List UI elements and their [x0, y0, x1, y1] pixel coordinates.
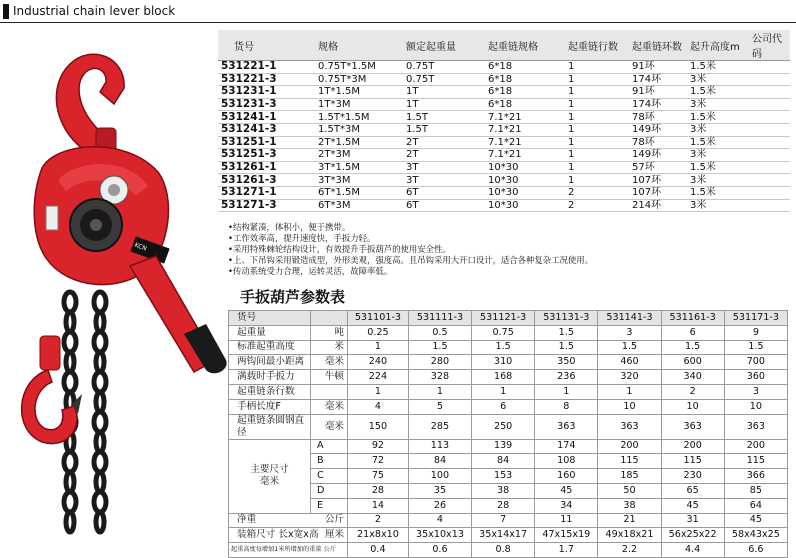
param-value: 174	[535, 439, 598, 454]
param-value: 0.25	[348, 325, 409, 340]
param-value: 139	[472, 439, 535, 454]
cell: 1	[568, 123, 632, 136]
param-value: 31	[661, 513, 724, 528]
param-value: 320	[598, 370, 661, 385]
page-title: Industrial chain lever block	[13, 4, 176, 18]
param-value: 56x25x22	[661, 528, 724, 543]
dimension-row	[229, 498, 788, 513]
spec-table	[218, 30, 790, 212]
param-row	[229, 340, 788, 355]
param-value: 45	[535, 483, 598, 498]
table-row	[218, 161, 790, 174]
param-row	[229, 384, 788, 399]
cell: 1.5T*3M	[318, 123, 406, 136]
param-value: 0.5	[408, 325, 471, 340]
param-value: 38	[598, 498, 661, 513]
cell: 0.75T	[406, 61, 488, 74]
cell: 1	[568, 149, 632, 162]
cell: 0.75T*3M	[318, 73, 406, 86]
cell: 10*30	[488, 199, 568, 212]
item-code: 531271-1	[218, 186, 318, 199]
cell: 6*18	[488, 98, 568, 111]
section-title: 手扳葫芦参数表	[240, 288, 346, 306]
param-value: 340	[661, 370, 724, 385]
cell: 1	[568, 61, 632, 74]
param-value: 113	[408, 439, 471, 454]
cell: 149环	[632, 123, 690, 136]
cell: 0.75T	[406, 73, 488, 86]
cell: 1	[568, 111, 632, 124]
cell: 10*30	[488, 186, 568, 199]
param-value: 600	[661, 355, 724, 370]
cell: 1	[568, 98, 632, 111]
param-unit: 牛顿	[311, 370, 348, 385]
cell: 1.5米	[690, 61, 752, 74]
param-value: 1.5	[535, 325, 598, 340]
cell: 3米	[690, 73, 752, 86]
param-value: 1	[472, 384, 535, 399]
param-value: 285	[408, 414, 471, 439]
cell	[752, 161, 790, 174]
item-code: 531261-1	[218, 161, 318, 174]
item-code: 531271-3	[218, 199, 318, 212]
param-value: 7	[472, 513, 535, 528]
param-value: 0.75	[472, 325, 535, 340]
cell: 1.5T	[406, 123, 488, 136]
table-row	[218, 199, 790, 212]
cell: 1.5米	[690, 86, 752, 99]
param-value: 2	[661, 384, 724, 399]
param-value: 108	[535, 454, 598, 469]
cell	[752, 136, 790, 149]
param-value: 6	[661, 325, 724, 340]
feature-item: •传动系统受力合理，运转灵活，故障率低。	[228, 266, 393, 276]
title-bar	[0, 0, 796, 23]
cell: 1T	[406, 98, 488, 111]
col-header: 起升高度m	[690, 30, 752, 61]
feature-item: •上、下吊钩采用锻造成型，外形美观，强度高。且吊钩采用大开口设计，适合各种复杂工况使用。	[228, 255, 594, 265]
param-value: 84	[472, 454, 535, 469]
cell: 1T*1.5M	[318, 86, 406, 99]
param-value: 10	[598, 399, 661, 414]
param-label-with-unit	[229, 528, 348, 543]
param-value: 460	[598, 355, 661, 370]
dimension-letter: C	[311, 469, 348, 484]
cell: 214环	[632, 199, 690, 212]
param-unit: 毫米	[311, 399, 348, 414]
cell: 91环	[632, 61, 690, 74]
param-row	[229, 370, 788, 385]
model-code: 531161-3	[661, 311, 724, 326]
param-header-row	[229, 311, 788, 326]
param-value: 6	[472, 399, 535, 414]
cell: 6*18	[488, 61, 568, 74]
param-value: 4	[348, 399, 409, 414]
param-value: 35x10x13	[408, 528, 471, 543]
param-value: 115	[724, 454, 787, 469]
cell: 3米	[690, 199, 752, 212]
cell: 3T	[406, 161, 488, 174]
param-value: 85	[724, 483, 787, 498]
cell	[752, 111, 790, 124]
param-value: 75	[348, 469, 409, 484]
param-value: 2	[348, 513, 409, 528]
cell: 78环	[632, 111, 690, 124]
cell: 1T	[406, 86, 488, 99]
param-row	[229, 543, 788, 558]
feature-item: •工作效率高，提升速度快，手扳力轻。	[228, 233, 376, 243]
param-value: 8	[535, 399, 598, 414]
model-code: 531101-3	[348, 311, 409, 326]
cell: 57环	[632, 161, 690, 174]
param-unit: 公斤	[323, 546, 336, 554]
cell: 7.1*21	[488, 136, 568, 149]
cell: 1.5T*1.5M	[318, 111, 406, 124]
param-row	[229, 513, 788, 528]
param-unit: 米	[311, 340, 348, 355]
param-value: 2.2	[598, 543, 661, 558]
param-value: 250	[472, 414, 535, 439]
cell	[752, 73, 790, 86]
cell: 1	[568, 174, 632, 187]
param-label: 起重链条圆钢直径	[229, 414, 311, 439]
param-value: 84	[408, 454, 471, 469]
cell: 174环	[632, 73, 690, 86]
cell	[752, 86, 790, 99]
param-label: 标准起重高度	[229, 340, 311, 355]
param-row	[229, 528, 788, 543]
cell: 10*30	[488, 174, 568, 187]
param-value: 363	[598, 414, 661, 439]
param-value: 50	[598, 483, 661, 498]
param-value: 28	[348, 483, 409, 498]
param-value: 45	[724, 513, 787, 528]
dimension-label-line1: 主要尺寸	[250, 464, 289, 476]
param-value: 21	[598, 513, 661, 528]
param-unit: 毫米	[311, 414, 348, 439]
param-label-with-unit	[229, 513, 348, 528]
header-unit	[311, 311, 348, 326]
param-value: 1	[348, 384, 409, 399]
cell	[752, 149, 790, 162]
cell: 7.1*21	[488, 123, 568, 136]
table-row	[218, 136, 790, 149]
param-value: 350	[535, 355, 598, 370]
param-value: 1.5	[535, 340, 598, 355]
dimension-row	[229, 439, 788, 454]
model-code: 531141-3	[598, 311, 661, 326]
cell: 1.5米	[690, 136, 752, 149]
param-value: 1.5	[472, 340, 535, 355]
dimension-letter: A	[311, 439, 348, 454]
param-value: 10	[724, 399, 787, 414]
param-value: 34	[535, 498, 598, 513]
param-value: 38	[472, 483, 535, 498]
cell: 2T*1.5M	[318, 136, 406, 149]
param-label: 起重链条行数	[229, 384, 311, 399]
cell	[752, 98, 790, 111]
table-row	[218, 149, 790, 162]
param-label: 起重量	[229, 325, 311, 340]
param-table	[228, 310, 788, 558]
param-value: 1	[348, 340, 409, 355]
cell: 149环	[632, 149, 690, 162]
feature-item: •结构紧凑，体积小，便于携带。	[228, 222, 351, 232]
param-value: 363	[661, 414, 724, 439]
param-value: 1.5	[598, 340, 661, 355]
cell: 3T	[406, 174, 488, 187]
svg-text:KCN: KCN	[133, 241, 148, 253]
param-value: 115	[598, 454, 661, 469]
param-unit: 厘米	[324, 529, 344, 541]
cell: 78环	[632, 136, 690, 149]
header-label: 货号	[229, 311, 311, 326]
col-header: 货号	[218, 30, 318, 61]
col-header: 起重链环数	[632, 30, 690, 61]
param-value: 4.4	[661, 543, 724, 558]
param-value: 115	[661, 454, 724, 469]
param-label: 满载时手扳力	[229, 370, 311, 385]
col-header: 起重链规格	[488, 30, 568, 61]
param-value: 14	[348, 498, 409, 513]
cell	[752, 199, 790, 212]
model-code: 531121-3	[472, 311, 535, 326]
param-label: 装箱尺寸 长x宽x高	[237, 529, 319, 541]
param-value: 64	[724, 498, 787, 513]
param-value: 200	[724, 439, 787, 454]
cell: 1.5T	[406, 111, 488, 124]
dimension-letter: D	[311, 483, 348, 498]
product-image-lever-hoist	[8, 30, 230, 535]
param-value: 11	[535, 513, 598, 528]
param-value: 200	[661, 439, 724, 454]
param-label-with-unit	[229, 543, 348, 558]
param-value: 366	[724, 469, 787, 484]
item-code: 531221-1	[218, 61, 318, 74]
cell: 7.1*21	[488, 149, 568, 162]
param-value: 224	[348, 370, 409, 385]
param-row	[229, 399, 788, 414]
dimension-label-line2: 毫米	[259, 476, 280, 488]
param-value: 35x14x17	[472, 528, 535, 543]
feature-list	[228, 222, 788, 277]
table-row	[218, 86, 790, 99]
cell: 1.5米	[690, 111, 752, 124]
param-value: 65	[661, 483, 724, 498]
cell: 1.5米	[690, 186, 752, 199]
cell: 6T	[406, 186, 488, 199]
param-value: 360	[724, 370, 787, 385]
cell	[752, 123, 790, 136]
cell: 10*30	[488, 161, 568, 174]
param-value: 1.5	[408, 340, 471, 355]
param-value: 230	[661, 469, 724, 484]
param-value: 700	[724, 355, 787, 370]
param-value: 153	[472, 469, 535, 484]
cell: 3米	[690, 149, 752, 162]
param-value: 280	[408, 355, 471, 370]
cell: 2T	[406, 136, 488, 149]
param-value: 21x8x10	[348, 528, 409, 543]
model-code: 531111-3	[408, 311, 471, 326]
cell: 1.5米	[690, 161, 752, 174]
param-value: 9	[724, 325, 787, 340]
param-value: 240	[348, 355, 409, 370]
param-value: 58x43x25	[724, 528, 787, 543]
col-header: 起重链行数	[568, 30, 632, 61]
table-row	[218, 123, 790, 136]
item-code: 531231-3	[218, 98, 318, 111]
spec-table-header	[218, 30, 790, 61]
cell: 6*18	[488, 73, 568, 86]
feature-item: •采用特殊棘轮结构设计，有效提升手扳葫芦的使用安全性。	[228, 244, 451, 254]
param-value: 3	[598, 325, 661, 340]
cell: 2T*3M	[318, 149, 406, 162]
param-value: 26	[408, 498, 471, 513]
param-value: 4	[408, 513, 471, 528]
cell: 1	[568, 86, 632, 99]
table-row	[218, 174, 790, 187]
item-code: 531261-3	[218, 174, 318, 187]
param-value: 28	[472, 498, 535, 513]
param-value: 3	[724, 384, 787, 399]
cell: 6T*1.5M	[318, 186, 406, 199]
cell: 1	[568, 136, 632, 149]
item-code: 531221-3	[218, 73, 318, 86]
param-value: 5	[408, 399, 471, 414]
cell: 3T*3M	[318, 174, 406, 187]
param-value: 0.4	[348, 543, 409, 558]
cell: 2	[568, 199, 632, 212]
param-value: 6.6	[724, 543, 787, 558]
cell: 3米	[690, 123, 752, 136]
param-value: 100	[408, 469, 471, 484]
param-label: 两钩间最小距离	[229, 355, 311, 370]
param-value: 10	[661, 399, 724, 414]
cell: 107环	[632, 186, 690, 199]
item-code: 531251-1	[218, 136, 318, 149]
param-value: 150	[348, 414, 409, 439]
param-value: 92	[348, 439, 409, 454]
table-row	[218, 186, 790, 199]
param-unit: 吨	[311, 325, 348, 340]
cell: 6T	[406, 199, 488, 212]
col-header: 额定起重量	[406, 30, 488, 61]
param-label: 手柄长度F	[229, 399, 311, 414]
param-row	[229, 325, 788, 340]
col-header: 规格	[318, 30, 406, 61]
cell: 6T*3M	[318, 199, 406, 212]
cell: 107环	[632, 174, 690, 187]
dimension-row	[229, 454, 788, 469]
param-value: 1.5	[661, 340, 724, 355]
cell	[752, 186, 790, 199]
param-value: 1.5	[724, 340, 787, 355]
cell: 3T*1.5M	[318, 161, 406, 174]
param-value: 328	[408, 370, 471, 385]
param-value: 45	[661, 498, 724, 513]
item-code: 531251-3	[218, 149, 318, 162]
param-value: 0.6	[408, 543, 471, 558]
model-code: 531131-3	[535, 311, 598, 326]
col-header: 公司代码	[752, 30, 790, 61]
param-value: 35	[408, 483, 471, 498]
param-row	[229, 355, 788, 370]
param-unit	[311, 384, 348, 399]
title-marker	[3, 4, 9, 19]
cell: 1T*3M	[318, 98, 406, 111]
cell: 2T	[406, 149, 488, 162]
table-row	[218, 73, 790, 86]
dimension-row	[229, 469, 788, 484]
param-value: 49x18x21	[598, 528, 661, 543]
param-value: 363	[535, 414, 598, 439]
param-value: 160	[535, 469, 598, 484]
dimension-letter: B	[311, 454, 348, 469]
param-value: 363	[724, 414, 787, 439]
item-code: 531241-3	[218, 123, 318, 136]
table-row	[218, 61, 790, 74]
cell	[752, 61, 790, 74]
cell: 1	[568, 161, 632, 174]
cell: 1	[568, 73, 632, 86]
cell	[752, 174, 790, 187]
param-row	[229, 414, 788, 439]
cell: 174环	[632, 98, 690, 111]
dimension-group-label	[229, 439, 311, 513]
param-value: 310	[472, 355, 535, 370]
dimension-letter: E	[311, 498, 348, 513]
dimension-row	[229, 483, 788, 498]
param-value: 1	[408, 384, 471, 399]
param-value: 1	[598, 384, 661, 399]
param-value: 185	[598, 469, 661, 484]
item-code: 531241-1	[218, 111, 318, 124]
item-code: 531231-1	[218, 86, 318, 99]
param-value: 0.8	[472, 543, 535, 558]
param-label: 净重	[237, 514, 257, 526]
param-value: 47x15x19	[535, 528, 598, 543]
cell: 3米	[690, 98, 752, 111]
cell: 0.75T*1.5M	[318, 61, 406, 74]
cell: 2	[568, 186, 632, 199]
param-value: 1.7	[535, 543, 598, 558]
table-row	[218, 98, 790, 111]
cell: 91环	[632, 86, 690, 99]
param-value: 236	[535, 370, 598, 385]
model-code: 531171-3	[724, 311, 787, 326]
param-value: 1	[535, 384, 598, 399]
param-value: 168	[472, 370, 535, 385]
cell: 6*18	[488, 86, 568, 99]
param-unit: 公斤	[324, 514, 344, 526]
param-label: 起重高度每增加1米所增加的重量	[231, 546, 322, 554]
param-value: 72	[348, 454, 409, 469]
cell: 7.1*21	[488, 111, 568, 124]
table-row	[218, 111, 790, 124]
param-unit: 毫米	[311, 355, 348, 370]
cell: 3米	[690, 174, 752, 187]
param-value: 200	[598, 439, 661, 454]
